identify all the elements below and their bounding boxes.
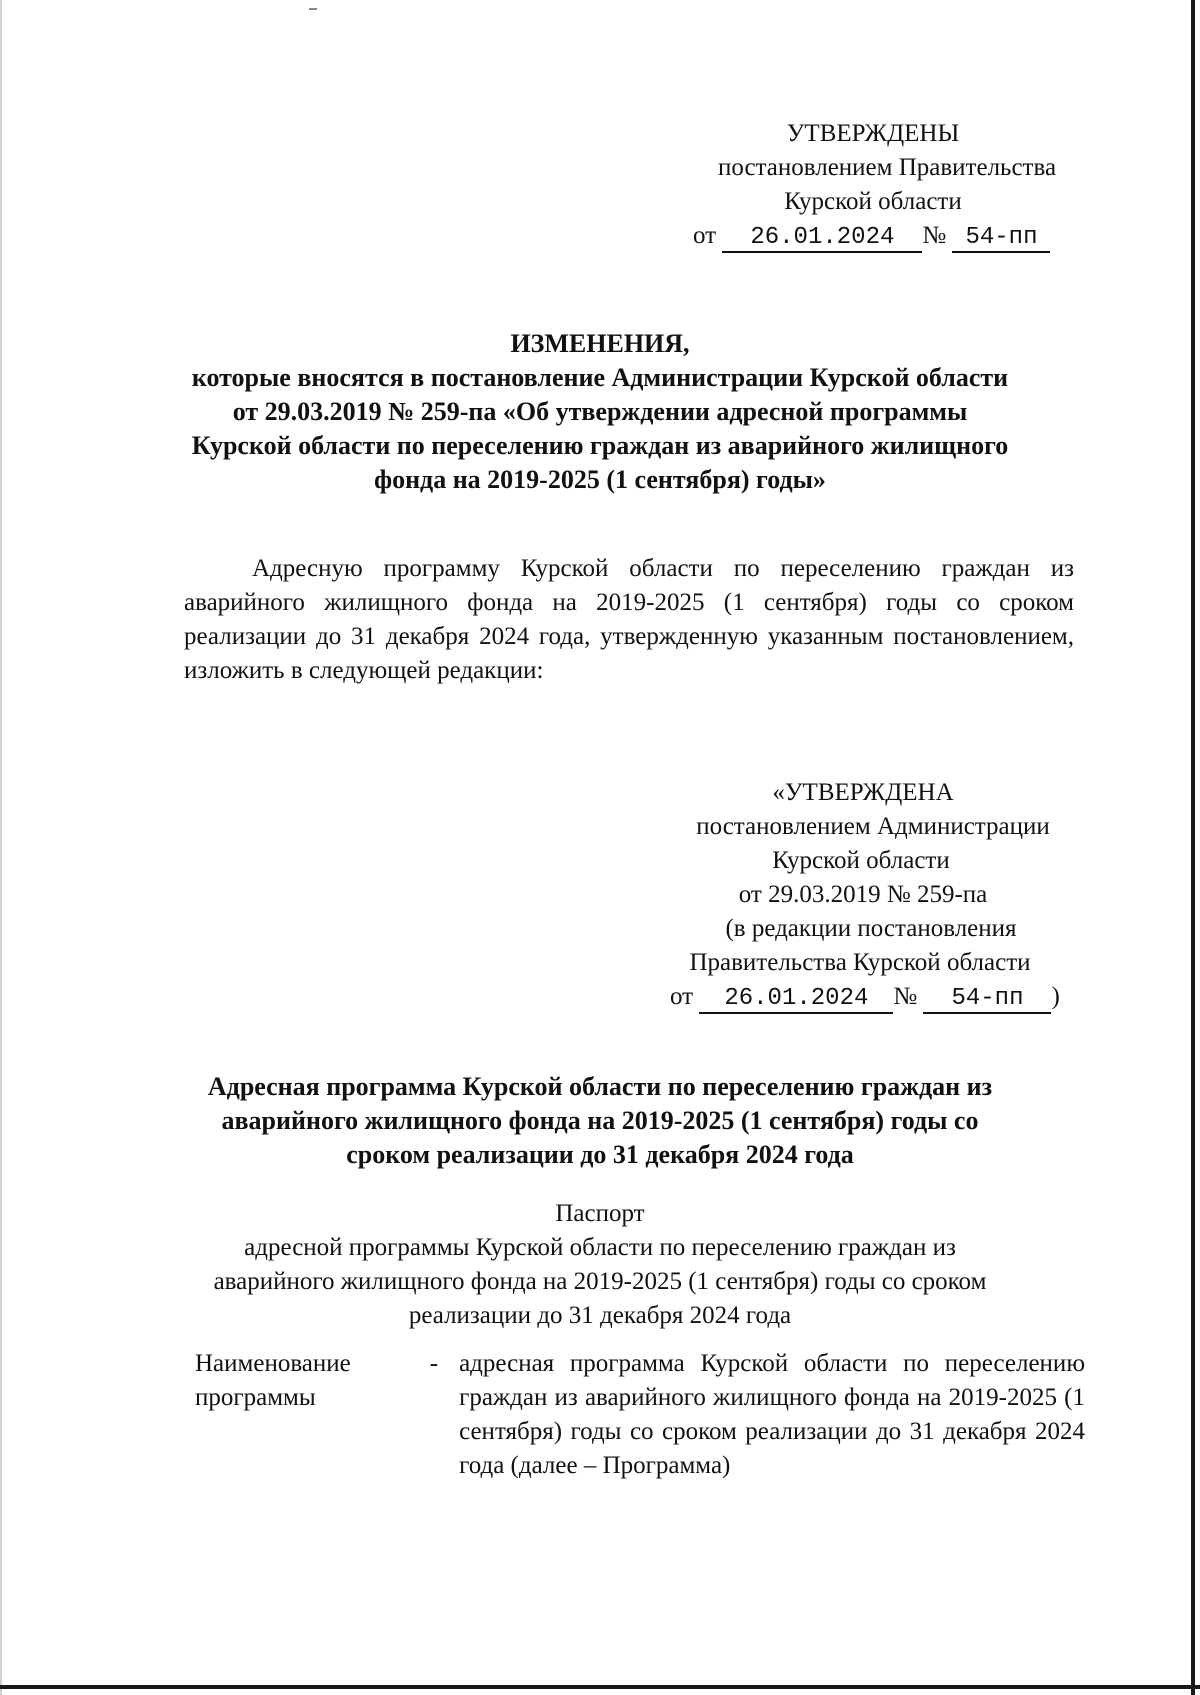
approval-line: Курской области bbox=[784, 188, 962, 215]
program-title bbox=[150, 1070, 1050, 1172]
approval-stamp-administration bbox=[640, 776, 1080, 1014]
passport-line: аварийного жилищного фонда на 2019-2025 (1 сентября) годы со сроком bbox=[213, 1268, 987, 1295]
row-name: Наименование программы bbox=[195, 1350, 351, 1411]
date-prefix: от bbox=[670, 983, 694, 1010]
passport-line: адресной программы Курской области по переселению граждан из bbox=[244, 1234, 956, 1261]
approval-line: Курской области bbox=[772, 847, 950, 874]
scan-edge-right bbox=[1191, 0, 1195, 1695]
approval-stamp-government bbox=[660, 117, 1080, 253]
row-dash: - bbox=[429, 1350, 439, 1377]
program-title-line: аварийного жилищного фонда на 2019-2025 (1 сентября) годы со bbox=[221, 1106, 979, 1135]
approval-title: УТВЕРЖДЕНЫ bbox=[786, 120, 960, 147]
passport-table bbox=[195, 1347, 1085, 1483]
number-prefix: № bbox=[922, 222, 947, 249]
approval-line: постановлением Администрации bbox=[696, 813, 1050, 840]
approval-number: 54-пп bbox=[952, 225, 1050, 253]
table-row bbox=[195, 1347, 1085, 1483]
approval-number: 54-пп bbox=[923, 986, 1051, 1014]
approval-date-line bbox=[660, 219, 1080, 253]
row-value: адресная программа Курской области по переселению граждан из аварийного жилищного фонда на 2019-2025 (1 сентября) годы со сроком реализации до 31 декабря 2024 года (далее – Программа) bbox=[459, 1350, 1085, 1479]
approval-title: «УТВЕРЖДЕНА bbox=[772, 779, 954, 806]
heading-line: Курской области по переселению граждан из аварийного жилищного bbox=[191, 431, 1009, 460]
heading-line: которые вносятся в постановление Администрации Курской области bbox=[191, 363, 1009, 392]
program-title-line: Адресная программа Курской области по переселению граждан из bbox=[207, 1072, 993, 1101]
heading-line: фонда на 2019-2025 (1 сентября) годы» bbox=[374, 465, 826, 494]
scan-speck bbox=[309, 8, 317, 10]
approval-date: 26.01.2024 bbox=[722, 225, 922, 253]
intro-text: Адресную программу Курской области по переселению граждан из аварийного жилищного фонда на 2019-2025 (1 сентября) годы со сроком реализации до 31 декабря 2024 года, утвержденную указанным постановлением, изложить в следующей редакции: bbox=[184, 555, 1074, 684]
intro-paragraph bbox=[184, 552, 1074, 688]
approval-line: постановлением Правительства bbox=[717, 154, 1057, 181]
date-prefix: от bbox=[693, 222, 717, 249]
scan-edge-left bbox=[0, 0, 2, 1695]
approval-date-line bbox=[640, 980, 1080, 1014]
program-title-line: сроком реализации до 31 декабря 2024 года bbox=[346, 1140, 854, 1169]
passport-heading bbox=[130, 1197, 1070, 1333]
approval-line: Правительства Курской области bbox=[689, 949, 1031, 976]
heading-title: ИЗМЕНЕНИЯ, bbox=[510, 329, 690, 358]
passport-line: реализации до 31 декабря 2024 года bbox=[408, 1302, 792, 1329]
number-prefix: № bbox=[893, 983, 918, 1010]
passport-title: Паспорт bbox=[555, 1200, 645, 1227]
approval-line: (в редакции постановления bbox=[725, 915, 1017, 942]
approval-date: 26.01.2024 bbox=[699, 986, 893, 1014]
approval-line: от 29.03.2019 № 259-па bbox=[738, 881, 988, 908]
changes-heading bbox=[130, 327, 1070, 497]
closing-bracket: ) bbox=[1051, 983, 1060, 1010]
scan-edge-bottom bbox=[0, 1685, 1200, 1689]
heading-line: от 29.03.2019 № 259-па «Об утверждении адресной программы bbox=[232, 397, 968, 426]
